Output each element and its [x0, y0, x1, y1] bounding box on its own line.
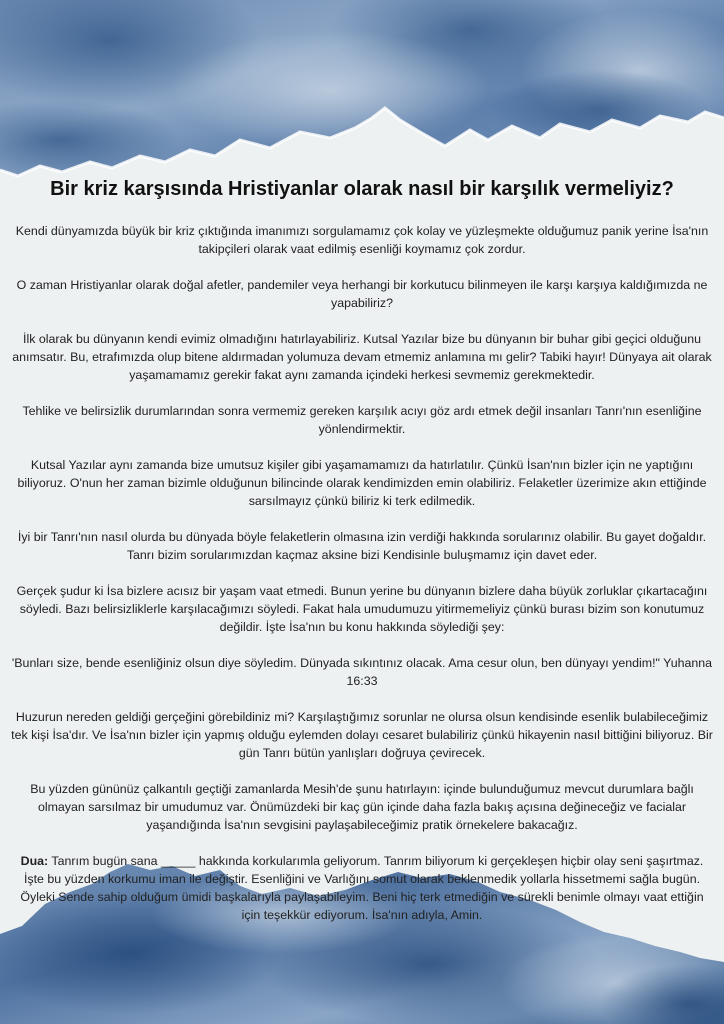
top-watercolor-decoration — [0, 0, 724, 200]
paragraph: Kutsal Yazılar aynı zamanda bize umutsuz kişiler gibi yaşamamamızı da hatırlatılır. Çünkü İsan'nın bizler için ne yaptığını biliyoruz. O'nun her zaman bizimle olduğunun bilincinde olarak kendimizden emin olabiliriz. Felaketler üzerimize akın ettiğinde sarsılmayız çünkü biliriz ki terk edilmedik. — [17, 458, 707, 508]
paragraph: Kendi dünyamızda büyük bir kriz çıktığında imanımızı sorgulamamız çok kolay ve yüzleşmekte olduğumuz panik yerine İsa'nın takipçileri olarak vaat edilmiş esenliği koymamız çok zordur. — [15, 224, 709, 256]
page-title: Bir kriz karşısında Hristiyanlar olarak nasıl bir karşılık vermeliyiz? — [50, 178, 674, 200]
paragraph: O zaman Hristiyanlar olarak doğal afetler, pandemiler veya herhangi bir korkutucu bilinmeyen ile karşı karşıya kaldığımızda ne yapabiliriz? — [16, 278, 708, 310]
prayer-paragraph — [10, 852, 714, 924]
paragraph: Tehlike ve belirsizlik durumlarından sonra vermemiz gereken karşılık acıyı göz ardı etmek değil insanları Tanrı'nın esenliğine yönlendirmektir. — [22, 404, 702, 436]
prayer-label: Dua: — [20, 854, 49, 868]
paragraph: Gerçek şudur ki İsa bizlere acısız bir yaşam vaat etmedi. Bunun yerine bu dünyanın bizlere daha büyük zorluklar çıkartacağını söyledi. Bazı belirsizliklerle karşılacağımızı söyledi. Fakat hala umudumuzu yitirmemeliyiz çünkü burası bizim son konutumuz değildir. İşte İsa'nın bu konu hakkında söylediği şey: — [16, 584, 708, 634]
paragraph: Huzurun nereden geldiği gerçeğini görebildiniz mi? Karşılaştığımız sorunlar ne olursa olsun kendisinde esenlik bulabileceğimiz tek kişi İsa'dır. Ve İsa'nın bizler için yapmış olduğu eylemden dolayı cesaret bulabiliriz çünkü hikayenin nasıl bittiğini biliyoruz. Bir gün Tanrı bütün yanlışları doğruya çevirecek. — [11, 710, 713, 760]
paragraph: İlk olarak bu dünyanın kendi evimiz olmadığını hatırlayabiliriz. Kutsal Yazılar bize bu dünyanın bir buhar gibi geçici olduğunu anımsatır. Bu, etrafımızda olup bitene aldırmadan yolumuza devam etmemiz anlamına mı gelir? Tabiki hayır! Dünyaya ait olarak yaşamamamız gerekir fakat aynı zamanda içindeki herkesi sevmemiz gerekmektedir. — [12, 332, 712, 382]
paragraph: İyi bir Tanrı'nın nasıl olurda bu dünyada böyle felaketlerin olmasına izin verdiği hakkında sorularınız olabilir. Bu gayet doğaldır. Tanrı bizim sorularımızdan kaçmaz aksine bizi Kendisinle buluşmamız için davet eder. — [17, 530, 707, 562]
paragraph: Bu yüzden gününüz çalkantılı geçtiği zamanlarda Mesih'de şunu hatırlayın: içinde bulunduğumuz mevcut durumlara bağlı olmayan sarsılmaz bir umudumuz var. Önümüzdeki bir kaç gün içinde daha fazla bakış açısına değineceğiz ve facialar yaşandığında İsa'nın sevgisini paylaşabileceğimiz pratik örnekelere bakacağız. — [30, 782, 694, 832]
prayer-text: Tanrım bugün sana _____ hakkında korkularımla geliyorum. Tanrım biliyorum ki gerçekleşen hiçbir olay seni şaşırtmaz. İşte bu yüzden korkumu iman ile değiştir. Esenliğini ve Varlığını somut olarak beklenmedik yollarla hissetmemi sağla bugün. Öyleki Sende sahip olduğum ümidi başkalarıyla paylaşabileyim. Beni hiç terk etmediğin ve sürekli benimle olmayı vaat ettiğin için teşekkür ediyorum. İsa'nın adıyla, Amin. — [20, 854, 704, 922]
scripture-quote: 'Bunları size, bende esenliğiniz olsun diye söyledim. Dünyada sıkıntınız olacak. Ama cesur olun, ben dünyayı yendim!" Yuhanna 16:33 — [11, 656, 713, 688]
document-body — [10, 176, 714, 942]
